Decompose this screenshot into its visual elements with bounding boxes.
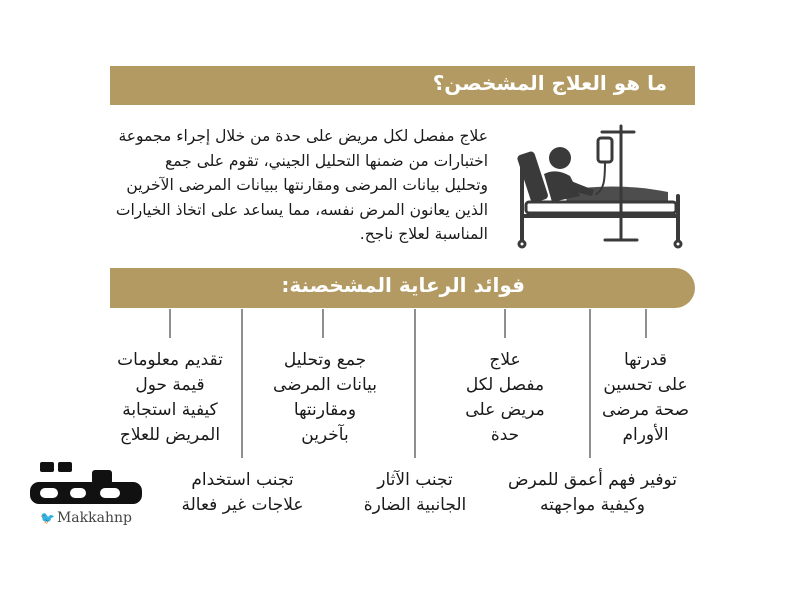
twitter-bird-icon: 🐦 (40, 511, 55, 525)
hospital-bed-icon (508, 118, 688, 253)
benefit-line: بآخرين (301, 425, 349, 445)
benefit-line: علاج (489, 350, 521, 370)
benefit-line: تجنب الآثار (377, 470, 453, 490)
benefit-item (588, 348, 703, 448)
benefit-item (495, 468, 690, 518)
benefit-item (170, 468, 315, 518)
definition-line: اختبارات من ضمنها التحليل الجيني، تقوم على جمع (164, 151, 488, 170)
twitter-handle[interactable] (40, 510, 132, 526)
benefit-line: تقديم معلومات (117, 350, 223, 370)
benefit-line: وكيفية مواجهته (540, 495, 645, 515)
benefit-line: الأورام (622, 425, 669, 445)
definition-line: علاج مفصل لكل مريض على حدة من خلال إجراء مجموعة (118, 127, 488, 145)
benefit-line: تجنب استخدام (191, 470, 294, 490)
benefit-line: قدرتها (623, 350, 667, 370)
benefits-bar (110, 268, 695, 308)
definition-line: الذين يعانون المرض نفسه، مما يساعد على اتخاذ الخيارات (115, 200, 488, 219)
definition-line: وتحليل بيانات المرضى ومقارنتها ببيانات المرضى الآخرين (126, 176, 488, 194)
benefit-line: حدة (490, 425, 520, 445)
benefit-line: على تحسين (603, 375, 688, 395)
benefit-line: علاجات غير فعالة (181, 495, 304, 515)
benefit-line: صحة مرضى (601, 400, 690, 420)
benefit-line: الجانبية الضارة (363, 495, 467, 515)
definition-paragraph (103, 124, 488, 247)
benefit-line: مريض على (465, 400, 545, 420)
benefit-item (255, 348, 395, 448)
benefit-item (440, 348, 570, 448)
header-bar (110, 66, 695, 105)
header-title: ما هو العلاج المشخصن؟ (432, 71, 667, 95)
benefit-line: مفصل لكل (465, 375, 545, 395)
benefit-item (345, 468, 485, 518)
benefit-line: قيمة حول (135, 375, 205, 395)
benefit-line: كيفية استجابة (122, 400, 218, 420)
handle-text: Makkahnp (56, 510, 132, 526)
benefit-line: ومقارنتها (293, 400, 357, 420)
benefit-line: توفير فهم أعمق للمرض (507, 470, 678, 490)
benefit-line: بيانات المرضى (272, 375, 378, 395)
benefits-title: فوائد الرعاية المشخصنة: (281, 273, 525, 297)
benefit-line: المريض للعلاج (119, 425, 221, 445)
benefit-line: جمع وتحليل (283, 350, 367, 370)
benefit-item (100, 348, 240, 448)
definition-line: المناسبة لعلاج ناجح. (359, 225, 488, 243)
